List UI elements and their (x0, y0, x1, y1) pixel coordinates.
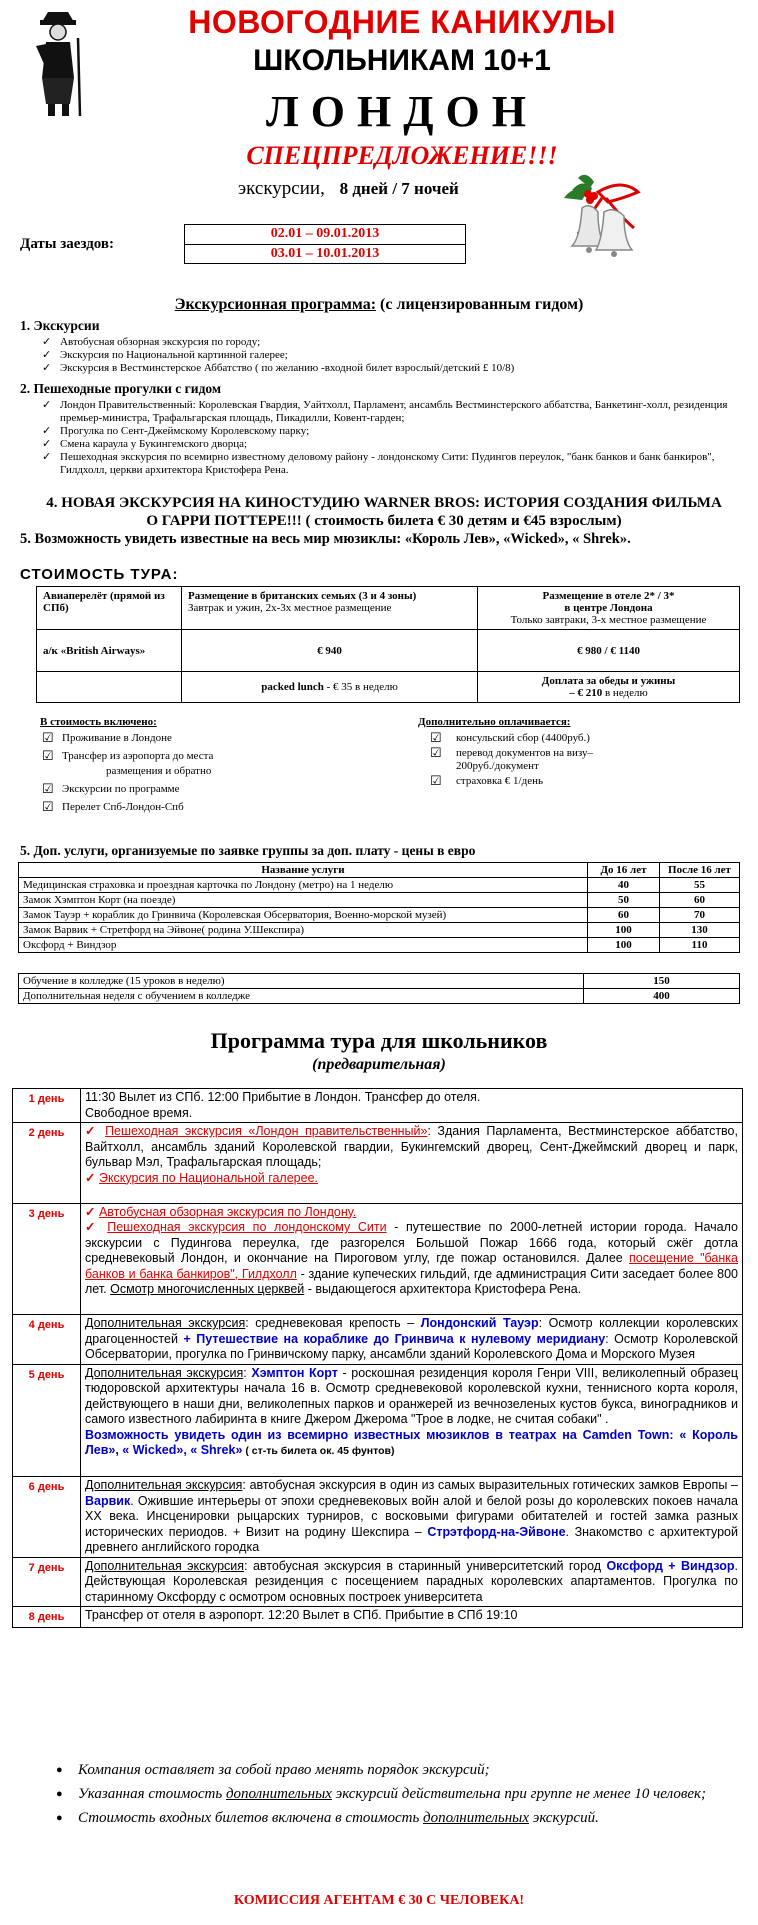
walks-list (40, 399, 730, 477)
day-row (13, 1477, 743, 1558)
title-line-1: НОВОГОДНИЕ КАНИКУЛЫ (188, 4, 616, 40)
cost-header-flight: Авиаперелёт (прямой из СПб) (37, 587, 182, 630)
day-row (13, 1089, 743, 1123)
day-row (13, 1123, 743, 1204)
day-row (13, 1557, 743, 1607)
tour-subtitle (238, 178, 459, 200)
additional-title: Дополнительно оплачивается: (418, 716, 571, 728)
table-row: Дополнительная неделя с обучением в колледже 400 (19, 989, 740, 1004)
excursion-programme-heading: Экскурсионная программа: (с лицензированным гидом) (174, 296, 584, 313)
list-item: ☑ страховка € 1/день (430, 773, 543, 788)
list-item: ☑ Трансфер из аэропорта до места (42, 748, 214, 763)
table-row: Замок Хэмптон Корт (на поезде) 50 60 (19, 893, 740, 908)
checkbox-icon: ☑ (42, 781, 54, 796)
checkmark-icon: ✓ (85, 1124, 99, 1138)
list-item: ☑ перевод документов на визу– (430, 745, 593, 760)
day-text: Трансфер от отеля в аэропорт. 12:20 Вылет в СПб. Прибытие в СПб 19:10 (81, 1607, 743, 1628)
date-range: 03.01 – 10.01.2013 (185, 244, 465, 263)
header (0, 0, 758, 290)
checkbox-icon: ☑ (430, 773, 442, 788)
price-hotel: € 980 / € 1140 (478, 630, 740, 672)
list-item: ☑ Перелет Спб-Лондон-Спб (42, 799, 184, 814)
warner-bros-offer: 4. НОВАЯ ЭКСКУРСИЯ НА КИНОСТУДИЮ WARNER BROS: ИСТОРИЯ СОЗДАНИЯ ФИЛЬМА О ГАРРИ ПОТТЕРЕ!!! ( стоимость билета € 30 детям и €45 взрослым) (46, 495, 722, 529)
table-row: Обучение в колледже (15 уроков в неделю) 150 (19, 974, 740, 989)
checkmark-icon: ✓ (85, 1204, 96, 1219)
additional-block (418, 716, 648, 793)
airline-cell: а/к «British Airways» (37, 630, 182, 672)
day-label: 5 день (13, 1364, 81, 1477)
cost-header-hotel: Размещение в отеле 2* / 3* в центре Лондона Только завтраки, 3-х местное размещение (478, 587, 740, 630)
empty-cell (37, 672, 182, 703)
dates-box (184, 224, 466, 264)
day-label: 4 день (13, 1315, 81, 1365)
subtitle-type: экскурсии, (238, 178, 325, 199)
services-title: 5. Доп. услуги, организуемые по заявке группы за доп. плату - цены в евро (20, 843, 476, 858)
table-header-row (19, 863, 740, 878)
list-item: ✓ Пешеходная экскурсия по всемирно известному деловому району - лондонскому Сити: Пудингов переулок, "банк банков и банк банкиров", Гилдхолл, церкви архитектора Кристофера Рена. (40, 451, 730, 477)
day-row (13, 1364, 743, 1477)
excursions-list (40, 336, 730, 375)
price-family: € 940 (182, 630, 478, 672)
list-item-continued: размещения и обратно (106, 765, 212, 777)
christmas-bells-image (552, 168, 652, 264)
title-line-4: СПЕЦПРЕДЛОЖЕНИЕ!!! (246, 141, 558, 170)
day-label: 2 день (13, 1123, 81, 1204)
day-row (13, 1315, 743, 1365)
list-item: ● Компания оставляет за собой право менять порядок экскурсий; (56, 1760, 736, 1781)
day-text: ✓ Пешеходная экскурсия «Лондон правительственный»: Здания Парламента, Вестминстерское аббатство, Вайтхолл, ансамбль зданий Королевской гвардии, Букингемский дворец, Сент-Джеймский дворец и парк, бульвар Мэл, Трафальгарская площадь; ✓ Экскурсия по Национальной галерее. (81, 1123, 743, 1204)
cost-table (36, 586, 740, 703)
cost-title: СТОИМОСТЬ ТУРА: (20, 566, 179, 583)
day-text: Дополнительная экскурсия: средневековая крепость – Лондонский Тауэр: Осмотр коллекции королевских драгоценностей + Путешествие на кораблике до Гринвича к нулевому меридиану: Осмотр Королевской Обсерватории, прогулка по Гринвичскому парку, ансамбли зданий Королевского Дома и Морского Музея (81, 1315, 743, 1365)
section-walks: 2. Пешеходные прогулки с гидом (20, 381, 222, 396)
list-item: ✓ Экскурсия в Вестминстерское Аббатство ( по желанию -входной билет взрослый/детский £ 10/8) (40, 362, 730, 375)
title-line-3: ЛОНДОН (266, 87, 538, 136)
list-item: ☑ консульский сбор (4400руб.) (430, 730, 590, 745)
notes-list (56, 1760, 736, 1832)
header-cell: До 16 лет (588, 863, 660, 878)
header-cell: После 16 лет (660, 863, 740, 878)
extra-meals: Доплата за обеды и ужины – € 210 в неделю (478, 672, 740, 703)
day-label: 1 день (13, 1089, 81, 1123)
day-text: Дополнительная экскурсия: автобусная экскурсия в старинный университетский город Оксфорд + Виндзор. Действующая Королевская резиденция с посещением парадных королевских апартаментов. Прогулка по старинному Оксфорду с осмотром основных построек университета (81, 1557, 743, 1607)
list-item: ● Стоимость входных билетов включена в стоимость дополнительных экскурсий. (56, 1808, 736, 1829)
list-item: ✓ Экскурсия по Национальной картинной галерее; (40, 349, 730, 362)
list-item: ✓ Автобусная обзорная экскурсия по городу; (40, 336, 730, 349)
table-row: Замок Тауэр + кораблик до Гринвича (Королевская Обсерватория, Военно-морской музей) 60 70 (19, 908, 740, 923)
agent-commission: КОМИССИЯ АГЕНТАМ € 30 С ЧЕЛОВЕКА! (233, 1893, 525, 1908)
day-text: Дополнительная экскурсия: автобусная экскурсия в один из самых выразительных готических замков Европы – Варвик. Ожившие интерьеры от эпохи средневековых войн алой и белой розы до королевских покоев начала XX века. Инсценировки рыцарских турниров, с восковыми фигурами обитателей и гостей замка разных исторических периодов. + Визит на родину Шекспира – Стрэтфорд-на-Эйвоне. Знакомство с архитектурой древнего английского городка (81, 1477, 743, 1558)
education-table (18, 973, 740, 1004)
day-text: Дополнительная экскурсия: Хэмптон Корт - роскошная резиденция короля Генри VIII, великолепный образец тюдоровской архитектуры начала 16 в. Осмотр средневековой королевской кухни, теннисного корта короля, действующего в наши дни, великолепных парков и оранжерей из вечнозеленых кустов букса, виноградников и самого известного лабиринта в книге Джером Джерома "Трое в лодке, не считая собаки" . Возможность увидеть один из всемирно известных мюзиклов в театрах на Camden Town: « Король Лев», « Wicked», « Shrek» ( ст-ть билета ок. 45 фунтов) (81, 1364, 743, 1477)
checkbox-icon: ☑ (42, 748, 54, 763)
tour-programme-title: Программа тура для школьников (210, 1028, 548, 1053)
table-row: Медицинская страховка и проездная карточка по Лондону (метро) на 1 неделю 40 55 (19, 878, 740, 893)
checkbox-icon: ☑ (42, 730, 54, 745)
musicals-offer: 5. Возможность увидеть известные на весь мир мюзиклы: «Король Лев», «Wicked», « Shrek». (20, 531, 631, 547)
dates-label: Даты заездов: (20, 236, 115, 252)
table-row: Замок Варвик + Стретфорд на Эйвоне( родина У.Шекспира) 100 130 (19, 923, 740, 938)
day-text: 11:30 Вылет из СПб. 12:00 Прибытие в Лондон. Трансфер до отеля. Свободное время. (81, 1089, 743, 1123)
tour-programme-subtitle: (предварительная) (312, 1056, 446, 1073)
checkbox-icon: ☑ (430, 745, 442, 760)
date-range: 02.01 – 09.01.2013 (270, 226, 380, 241)
subtitle-duration: 8 дней / 7 ночей (339, 179, 459, 198)
list-item: ✓ Лондон Правительственный: Королевская Гвардия, Уайтхолл, Парламент, ансамбль Вестминстерского аббатства, Банкетинг-холл, резиденция премьер-министра, Трафальгарская площадь, Пикадилли, Ковент-гарден; (40, 399, 730, 425)
day-label: 3 день (13, 1203, 81, 1315)
list-item: ☑ Экскурсии по программе (42, 781, 180, 796)
tour-programme-table (12, 1088, 743, 1628)
table-row: Оксфорд + Виндзор 100 110 (19, 938, 740, 953)
cost-header-family: Размещение в британских семьях (3 и 4 зоны) Завтрак и ужин, 2х-3х местное размещение (182, 587, 478, 630)
list-item: ✓ Смена караула у Букингемского дворца; (40, 438, 730, 451)
title-line-2: ШКОЛЬНИКАМ 10+1 (253, 44, 551, 77)
header-cell: Название услуги (19, 863, 588, 878)
day-row (13, 1607, 743, 1628)
day-row (13, 1203, 743, 1315)
services-table (18, 862, 740, 953)
day-label: 6 день (13, 1477, 81, 1558)
checkmark-icon: ✓ (85, 1220, 100, 1234)
checkbox-icon: ☑ (430, 730, 442, 745)
checkbox-icon: ☑ (42, 799, 54, 814)
section-excursions: 1. Экскурсии (20, 318, 100, 333)
list-item: ☑ Проживание в Лондоне (42, 730, 172, 745)
included-title: В стоимость включено: (40, 716, 157, 728)
packed-lunch: packed lunch - € 35 в неделю (182, 672, 478, 703)
checkmark-icon: ✓ (85, 1170, 96, 1185)
day-label: 8 день (13, 1607, 81, 1628)
list-item-continued: 200руб./документ (456, 760, 539, 772)
day-label: 7 день (13, 1557, 81, 1607)
day-text: ✓ Автобусная обзорная экскурсия по Лондону. ✓ Пешеходная экскурсия по лондонскому Сити - путешествие по 2000-летней истории города. Начало экскурсии с Пудингова переулка, где разгорелся Большой Пожар 1666 года, который сжёг дотла средневековый Лондон, и окончание на Пироговом углу, где пожар остановился. Далее посещение "банка банков и банка банкиров", Гилдхолл - здание купеческих гильдий, где администрация Сити заседает более 800 лет. Осмотр многочисленных церквей - выдающегося архитектора Кристофера Рена. (81, 1203, 743, 1315)
included-block (40, 716, 300, 819)
list-item: ● Указанная стоимость дополнительных экскурсий действительна при группе не менее 10 человек; (56, 1784, 736, 1805)
list-item: ✓ Прогулка по Сент-Джеймскому Королевскому парку; (40, 425, 730, 438)
